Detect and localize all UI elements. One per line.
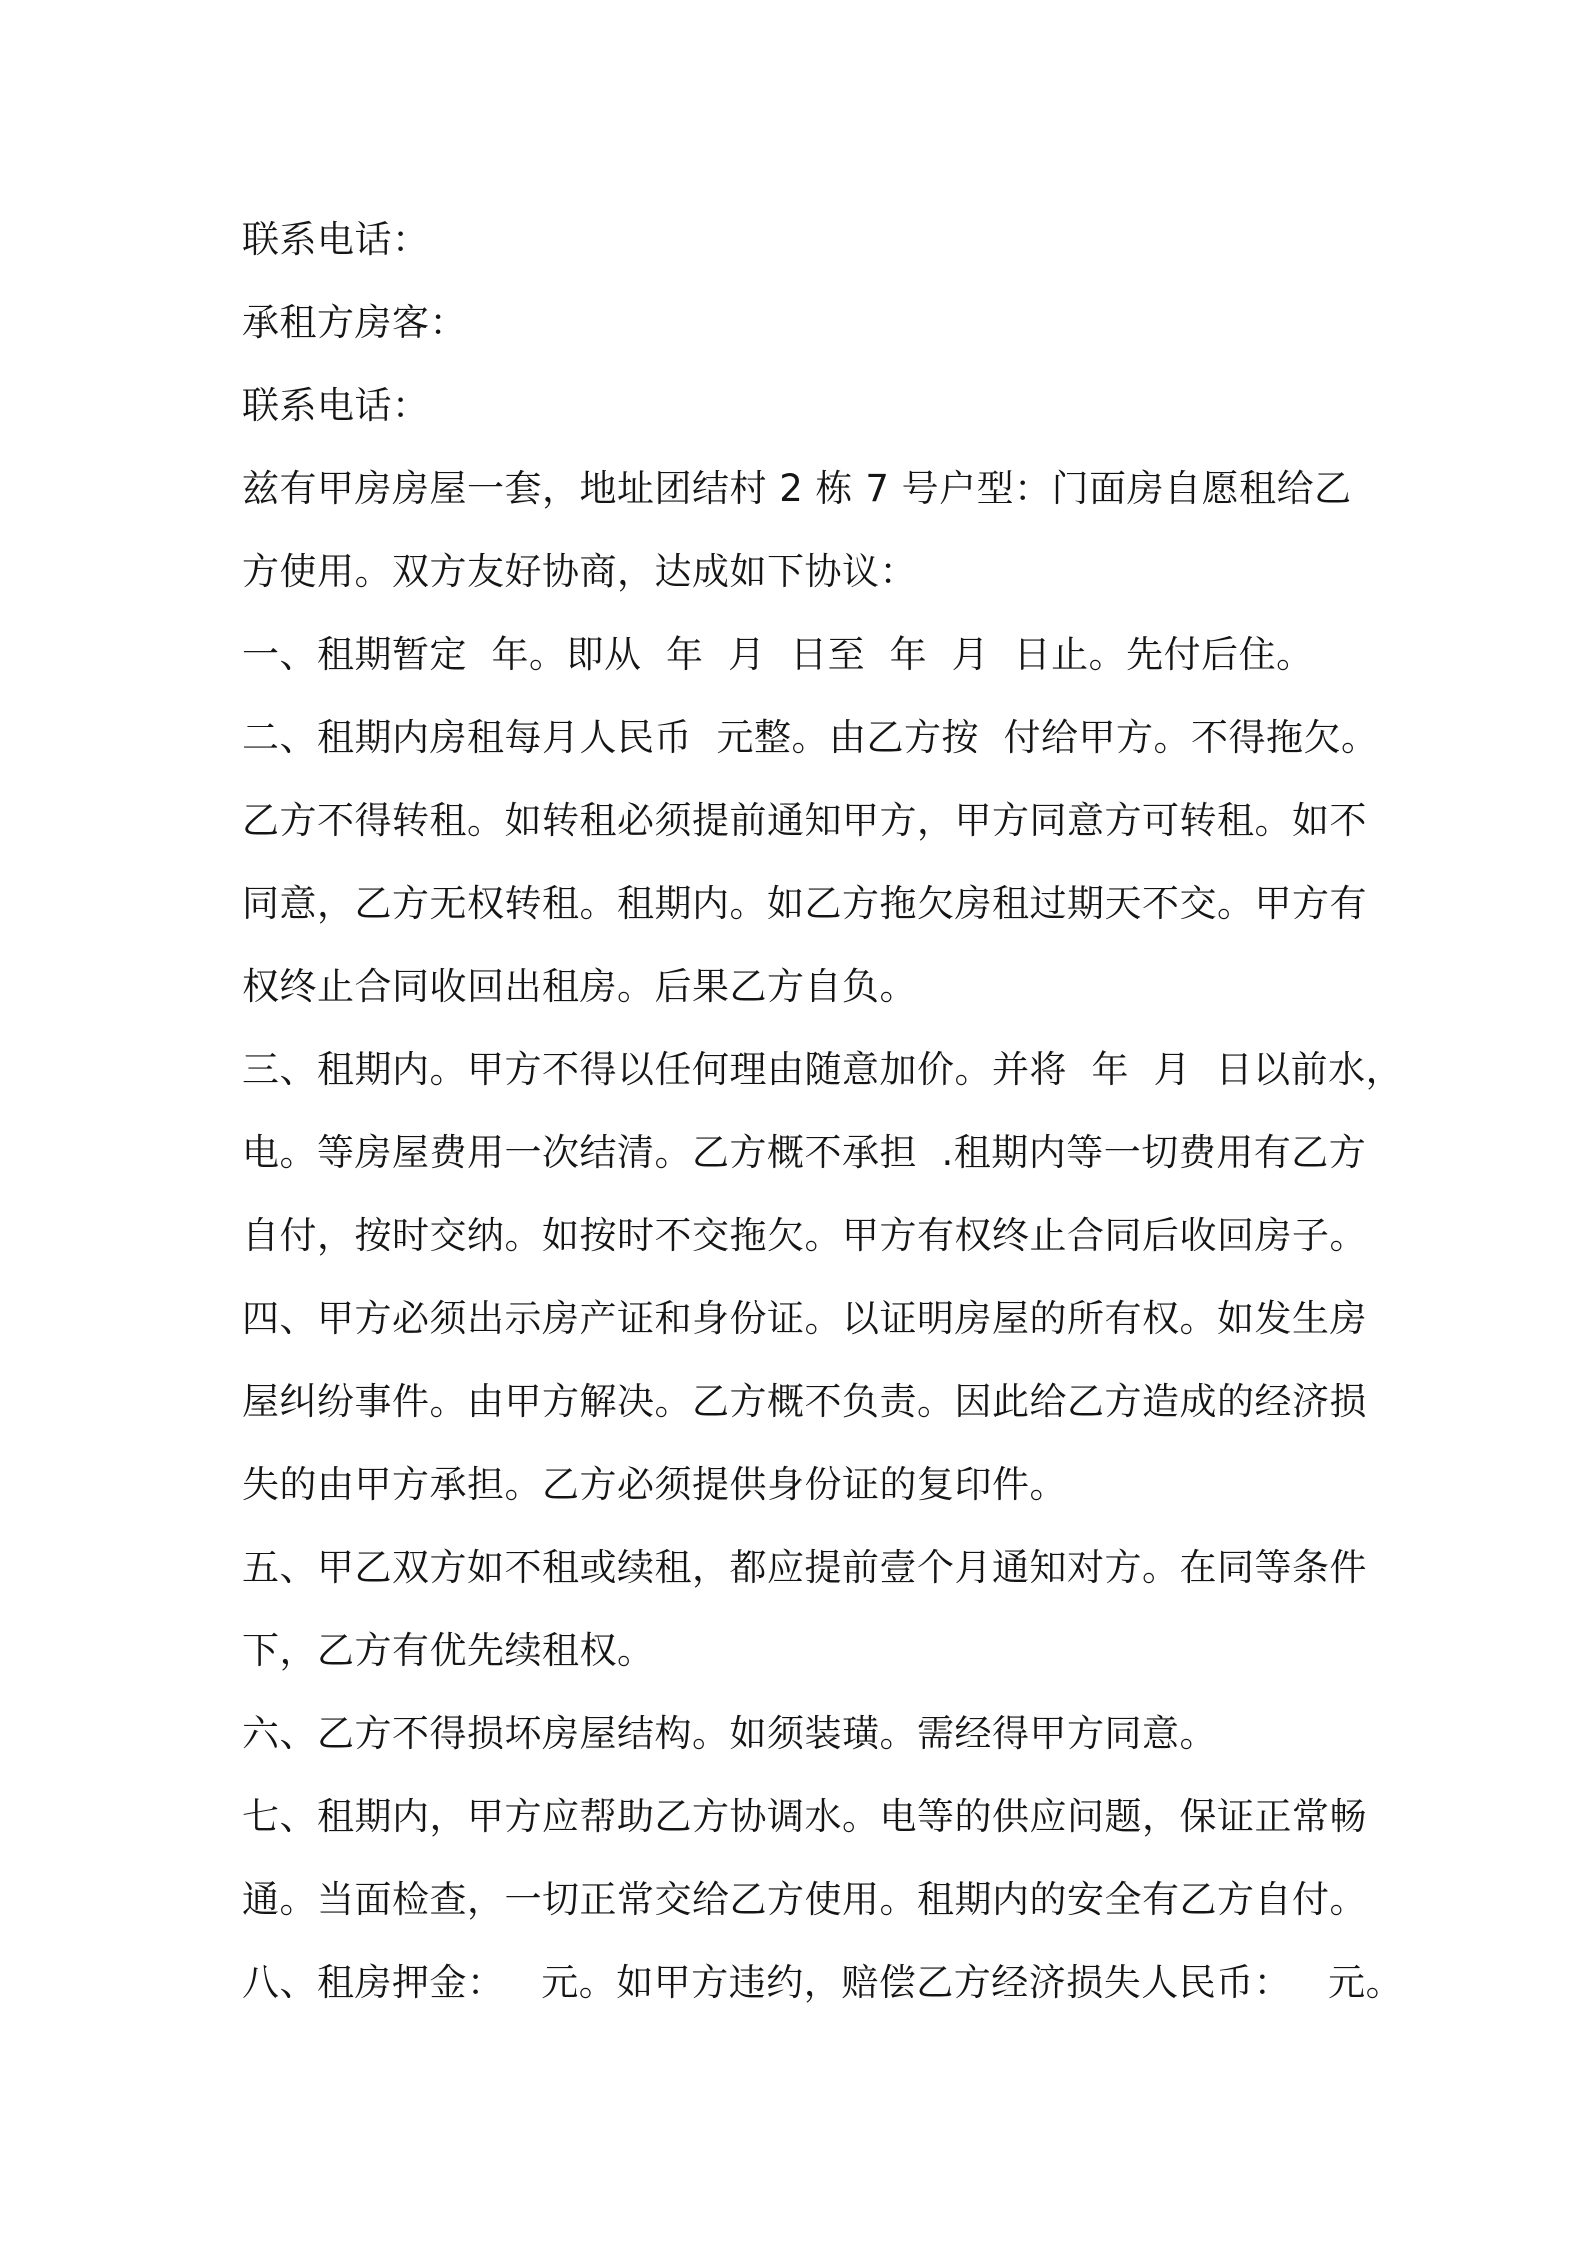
clause-4-line: 屋纠纷事件。由甲方解决。乙方概不负责。因此给乙方造成的经济损 (242, 1380, 1367, 1423)
clause-5-line: 下，乙方有优先续租权。 (242, 1629, 655, 1672)
document-body (242, 198, 1404, 2024)
clause-7-line: 通。当面检查，一切正常交给乙方使用。租期内的安全有乙方自付。 (242, 1878, 1367, 1921)
clause-2-line: 权终止合同收回出租房。后果乙方自负。 (242, 965, 917, 1008)
intro-paragraph-line: 方使用。双方友好协商，达成如下协议： (242, 550, 917, 593)
tenant-label: 承租方房客： (242, 301, 467, 344)
clause-7-line: 七、租期内，甲方应帮助乙方协调水。电等的供应问题，保证正常畅 (242, 1795, 1367, 1838)
clause-2-line: 二、租期内房租每月人民币 元整。由乙方按 付给甲方。不得拖欠。 (242, 716, 1379, 759)
clause-4-line: 失的由甲方承担。乙方必须提供身份证的复印件。 (242, 1463, 1067, 1506)
clause-3-line: 自付，按时交纳。如按时不交拖欠。甲方有权终止合同后收回房子。 (242, 1214, 1367, 1257)
clause-3-line: 三、租期内。甲方不得以任何理由随意加价。并将 年 月 日以前水， (242, 1048, 1404, 1091)
intro-paragraph-line: 兹有甲房房屋一套，地址团结村 2 栋 7 号户型：门面房自愿租给乙 (242, 467, 1352, 510)
clause-2-line: 乙方不得转租。如转租必须提前通知甲方，甲方同意方可转租。如不 (242, 799, 1367, 842)
clause-6-line: 六、乙方不得损坏房屋结构。如须装璜。需经得甲方同意。 (242, 1712, 1217, 1755)
landlord-phone-label: 联系电话： (242, 218, 430, 261)
clause-5-line: 五、甲乙双方如不租或续租，都应提前壹个月通知对方。在同等条件 (242, 1546, 1367, 1589)
clause-2-line: 同意，乙方无权转租。租期内。如乙方拖欠房租过期天不交。甲方有 (242, 882, 1367, 925)
clause-3-line: 电。等房屋费用一次结清。乙方概不承担 .租期内等一切费用有乙方 (242, 1131, 1367, 1174)
tenant-phone-label: 联系电话： (242, 384, 430, 427)
clause-4-line: 四、甲方必须出示房产证和身份证。以证明房屋的所有权。如发生房 (242, 1297, 1367, 1340)
clause-1-line: 一、租期暂定 年。即从 年 月 日至 年 月 日止。先付后住。 (242, 633, 1314, 676)
clause-8-line: 八、租房押金： 元。如甲方违约，赔偿乙方经济损失人民币： 元。 (242, 1961, 1404, 2004)
